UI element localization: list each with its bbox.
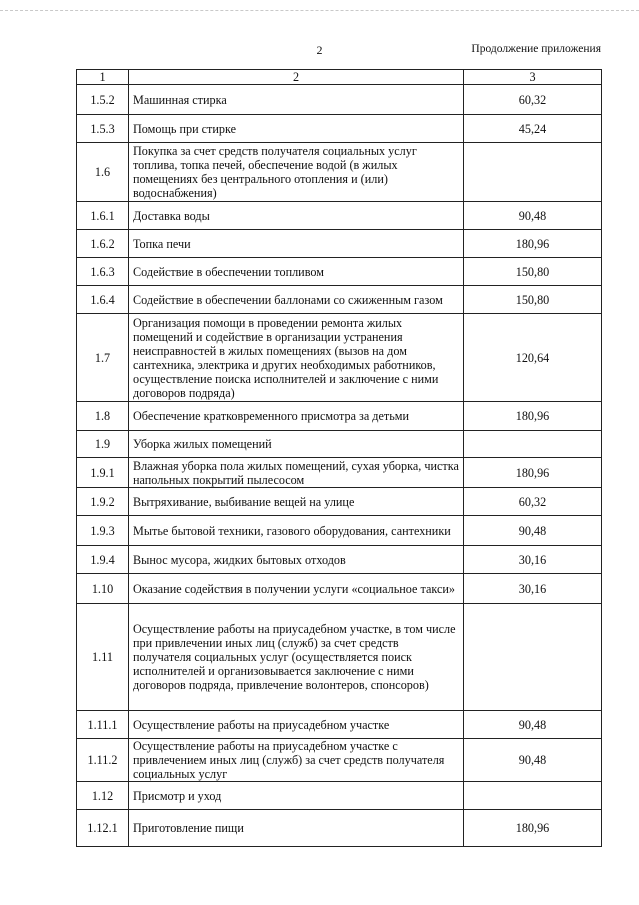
table-row (77, 516, 602, 546)
table-row (77, 143, 602, 202)
row-service-name: Мытье бытовой техники, газового оборудования, сантехники (129, 516, 464, 546)
row-code: 1.12 (77, 782, 129, 810)
row-price (464, 782, 602, 810)
table-row (77, 604, 602, 711)
row-price: 180,96 (464, 402, 602, 431)
column-header-price: 3 (464, 70, 602, 85)
row-code: 1.6 (77, 143, 129, 202)
row-code: 1.7 (77, 314, 129, 402)
row-price: 30,16 (464, 574, 602, 604)
table-row (77, 711, 602, 739)
scan-edge-line (0, 10, 639, 11)
row-price: 180,96 (464, 810, 602, 847)
row-code: 1.9.2 (77, 488, 129, 516)
row-code: 1.10 (77, 574, 129, 604)
row-service-name: Помощь при стирке (129, 115, 464, 143)
row-service-name: Осуществление работы на приусадебном участке с привлечением иных лиц (служб) за счет средств получателя социальных услуг (129, 739, 464, 782)
row-price: 30,16 (464, 546, 602, 574)
row-service-name: Топка печи (129, 230, 464, 258)
table-row (77, 574, 602, 604)
row-code: 1.12.1 (77, 810, 129, 847)
table-row (77, 314, 602, 402)
table-row (77, 202, 602, 230)
row-service-name: Обеспечение кратковременного присмотра за детьми (129, 402, 464, 431)
row-price: 90,48 (464, 516, 602, 546)
row-code: 1.6.3 (77, 258, 129, 286)
column-header-service: 2 (129, 70, 464, 85)
row-service-name: Присмотр и уход (129, 782, 464, 810)
row-code: 1.9.4 (77, 546, 129, 574)
table-row (77, 546, 602, 574)
row-service-name: Вынос мусора, жидких бытовых отходов (129, 546, 464, 574)
row-code: 1.11.1 (77, 711, 129, 739)
row-code: 1.9 (77, 431, 129, 458)
table-row (77, 402, 602, 431)
tariff-table (76, 69, 602, 847)
row-price: 90,48 (464, 711, 602, 739)
table-row (77, 431, 602, 458)
row-service-name: Приготовление пищи (129, 810, 464, 847)
row-price: 180,96 (464, 230, 602, 258)
row-service-name: Машинная стирка (129, 85, 464, 115)
row-service-name: Влажная уборка пола жилых помещений, сухая уборка, чистка напольных покрытий пылесосом (129, 458, 464, 488)
row-service-name: Осуществление работы на приусадебном участке, в том числе при привлечении иных лиц (служб) за счет средств получателя социальных услуг (осуществляется поиск исполнителей и организовывается заключение с ними договоров подряда, привлечение волонтеров, спонсоров) (129, 604, 464, 711)
row-price: 90,48 (464, 739, 602, 782)
row-service-name: Содействие в обеспечении топливом (129, 258, 464, 286)
row-price: 45,24 (464, 115, 602, 143)
row-price: 60,32 (464, 488, 602, 516)
row-code: 1.6.4 (77, 286, 129, 314)
table-row (77, 739, 602, 782)
table-row (77, 782, 602, 810)
row-code: 1.8 (77, 402, 129, 431)
table-row (77, 115, 602, 143)
table-row (77, 85, 602, 115)
row-price: 120,64 (464, 314, 602, 402)
row-service-name: Организация помощи в проведении ремонта жилых помещений и содействие в организации устранения неисправностей в жилых помещениях (вызов на дом сантехника, электрика и других необходимых работников, осуществление поиска исполнителей и заключение с ними договоров подряда) (129, 314, 464, 402)
table-row (77, 258, 602, 286)
row-service-name: Уборка жилых помещений (129, 431, 464, 458)
row-code: 1.5.2 (77, 85, 129, 115)
row-service-name: Покупка за счет средств получателя социальных услуг топлива, топка печей, обеспечение водой (в жилых помещениях без центрального отопления и (или) водоснабжения) (129, 143, 464, 202)
row-price: 180,96 (464, 458, 602, 488)
table-row (77, 458, 602, 488)
row-code: 1.9.3 (77, 516, 129, 546)
row-service-name: Вытряхивание, выбивание вещей на улице (129, 488, 464, 516)
table-row (77, 286, 602, 314)
row-price: 60,32 (464, 85, 602, 115)
row-code: 1.6.1 (77, 202, 129, 230)
row-service-name: Оказание содействия в получении услуги «социальное такси» (129, 574, 464, 604)
row-price: 150,80 (464, 258, 602, 286)
table-row (77, 488, 602, 516)
table-row (77, 810, 602, 847)
row-price (464, 143, 602, 202)
row-code: 1.9.1 (77, 458, 129, 488)
row-code: 1.11.2 (77, 739, 129, 782)
row-code: 1.5.3 (77, 115, 129, 143)
row-price (464, 431, 602, 458)
table-header-row (77, 70, 602, 85)
row-price (464, 604, 602, 711)
column-header-number: 1 (77, 70, 129, 85)
table-row (77, 230, 602, 258)
row-code: 1.11 (77, 604, 129, 711)
continuation-label: Продолжение приложения (471, 43, 601, 55)
row-code: 1.6.2 (77, 230, 129, 258)
row-price: 90,48 (464, 202, 602, 230)
row-price: 150,80 (464, 286, 602, 314)
row-service-name: Доставка воды (129, 202, 464, 230)
row-service-name: Содействие в обеспечении баллонами со сжиженным газом (129, 286, 464, 314)
page-number: 2 (316, 43, 323, 57)
row-service-name: Осуществление работы на приусадебном участке (129, 711, 464, 739)
